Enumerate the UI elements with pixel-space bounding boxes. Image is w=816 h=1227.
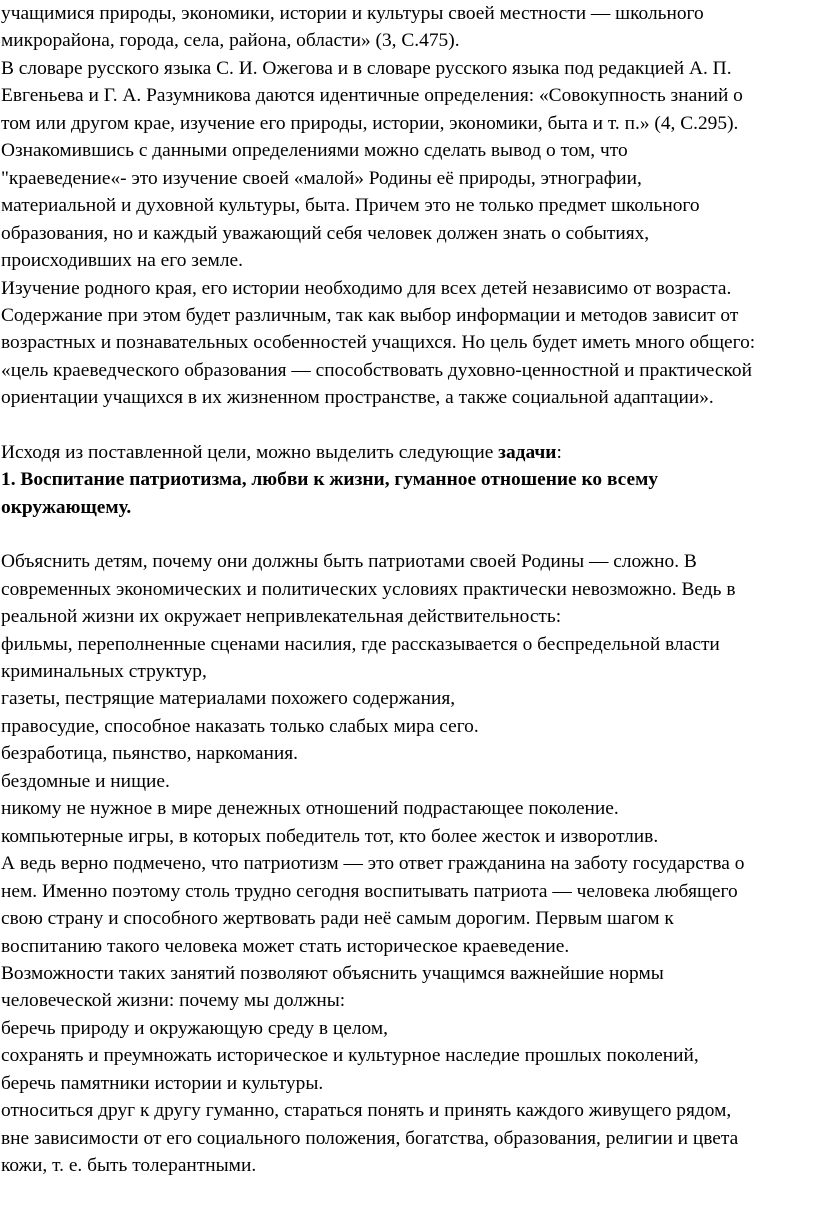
list-item	[1, 713, 816, 740]
text-line: воспитанию такого человека может стать историческое краеведение.	[1, 935, 570, 957]
tasks-colon: :	[556, 441, 562, 463]
text-line: бездомные и нищие.	[1, 770, 170, 792]
text-line: Евгеньева и Г. А. Разумникова даются идентичные определения: «Совокупность знаний о	[1, 85, 743, 107]
paragraph-4	[1, 275, 816, 412]
heading-line: окружающему.	[1, 496, 132, 518]
text-line: человеческой жизни: почему мы должны:	[1, 990, 346, 1012]
text-line: Содержание при этом будет различным, так как выбор информации и методов зависит от	[1, 304, 739, 326]
list-item	[1, 685, 816, 712]
text-line: компьютерные игры, в которых победитель тот, кто более жесток и изворотлив.	[1, 825, 659, 847]
text-line: образования, но и каждый уважающий себя человек должен знать о событиях,	[1, 222, 650, 244]
text-line: "краеведение«- это изучение своей «малой» Родины её природы, этнографии,	[1, 167, 642, 189]
text-line	[1, 439, 816, 466]
paragraph-5	[1, 548, 816, 630]
text-line: правосудие, способное наказать только слабых мира сего.	[1, 715, 479, 737]
text-line: сохранять и преумножать историческое и культурное наследие прошлых поколений,	[1, 1045, 699, 1067]
list-item	[1, 1015, 816, 1042]
text-line: Ознакомившись с данными определениями можно сделать вывод о том, что	[1, 140, 628, 162]
text-line: реальной жизни их окружает непривлекательная действительность:	[1, 606, 562, 628]
text-line: А ведь верно подмечено, что патриотизм — это ответ гражданина на заботу государства о	[1, 853, 745, 875]
text-line: беречь памятники истории и культуры.	[1, 1072, 324, 1094]
text-line: микрорайона, города, села, района, области» (3, С.475).	[1, 30, 460, 52]
list-item	[1, 795, 816, 822]
text-line: Возможности таких занятий позволяют объяснить учащимся важнейшие нормы	[1, 962, 664, 984]
text-line: газеты, пестрящие материалами похожего содержания,	[1, 688, 456, 710]
text-line: Объяснить детям, почему они должны быть патриотами своей Родины — сложно. В	[1, 551, 697, 573]
text-line: возрастных и познавательных особенностей учащихся. Но цель будет иметь много общего:	[1, 332, 756, 354]
list-item	[1, 1097, 816, 1179]
text-line: учащимися природы, экономики, истории и культуры своей местности — школьного	[1, 3, 704, 24]
text-line: «цель краеведческого образования — способствовать духовно-ценностной и практической	[1, 359, 752, 381]
text-line: Изучение родного края, его истории необходимо для всех детей независимо от возраста.	[1, 277, 732, 299]
paragraph-spacer	[1, 412, 816, 439]
heading-line: 1. Воспитание патриотизма, любви к жизни, гуманное отношение ко всему	[1, 469, 659, 491]
paragraph-14	[1, 960, 816, 1015]
text-line: вне зависимости от его социального положения, богатства, образования, религии и цвета	[1, 1127, 739, 1149]
section-heading	[1, 466, 816, 521]
text-line: материальной и духовной культуры, быта. Причем это не только предмет школьного	[1, 195, 700, 217]
text-line: беречь природу и окружающую среду в целом,	[1, 1017, 389, 1039]
text-line: свою страну и способного жертвовать ради неё самым дорогим. Первым шагом к	[1, 908, 674, 930]
paragraph-spacer	[1, 521, 816, 548]
list-item	[1, 740, 816, 767]
paragraph-3	[1, 137, 816, 274]
list-item	[1, 631, 816, 686]
text-line: фильмы, переполненные сценами насилия, где рассказывается о беспредельной власти	[1, 633, 720, 655]
paragraph-13	[1, 850, 816, 960]
list-item	[1, 768, 816, 795]
tasks-intro	[1, 439, 816, 466]
text-line: том или другом крае, изучение его природы, истории, экономики, быта и т. п.» (4, С.295).	[1, 112, 739, 134]
text-line: никому не нужное в мире денежных отношений подрастающее поколение.	[1, 798, 619, 820]
list-item	[1, 823, 816, 850]
text-line: нем. Именно поэтому столь трудно сегодня воспитывать патриота — человека любящего	[1, 880, 738, 902]
tasks-intro-text: Исходя из поставленной цели, можно выделить следующие	[1, 441, 499, 463]
text-line: современных экономических и политических условиях практически невозможно. Ведь в	[1, 578, 736, 600]
text-line: ориентации учащихся в их жизненном пространстве, а также социальной адаптации».	[1, 387, 714, 409]
paragraph-1	[1, 0, 816, 55]
tasks-keyword: задачи	[498, 441, 557, 463]
list-item	[1, 1042, 816, 1097]
text-line: кожи, т. е. быть толерантными.	[1, 1155, 257, 1177]
text-line: относиться друг к другу гуманно, стараться понять и принять каждого живущего рядом,	[1, 1100, 732, 1122]
text-line: В словаре русского языка С. И. Ожегова и в словаре русского языка под редакцией А. П.	[1, 57, 732, 79]
paragraph-2	[1, 55, 816, 137]
text-line: безработица, пьянство, наркомания.	[1, 743, 298, 765]
text-line: происходивших на его земле.	[1, 250, 243, 272]
text-line: криминальных структур,	[1, 660, 207, 682]
